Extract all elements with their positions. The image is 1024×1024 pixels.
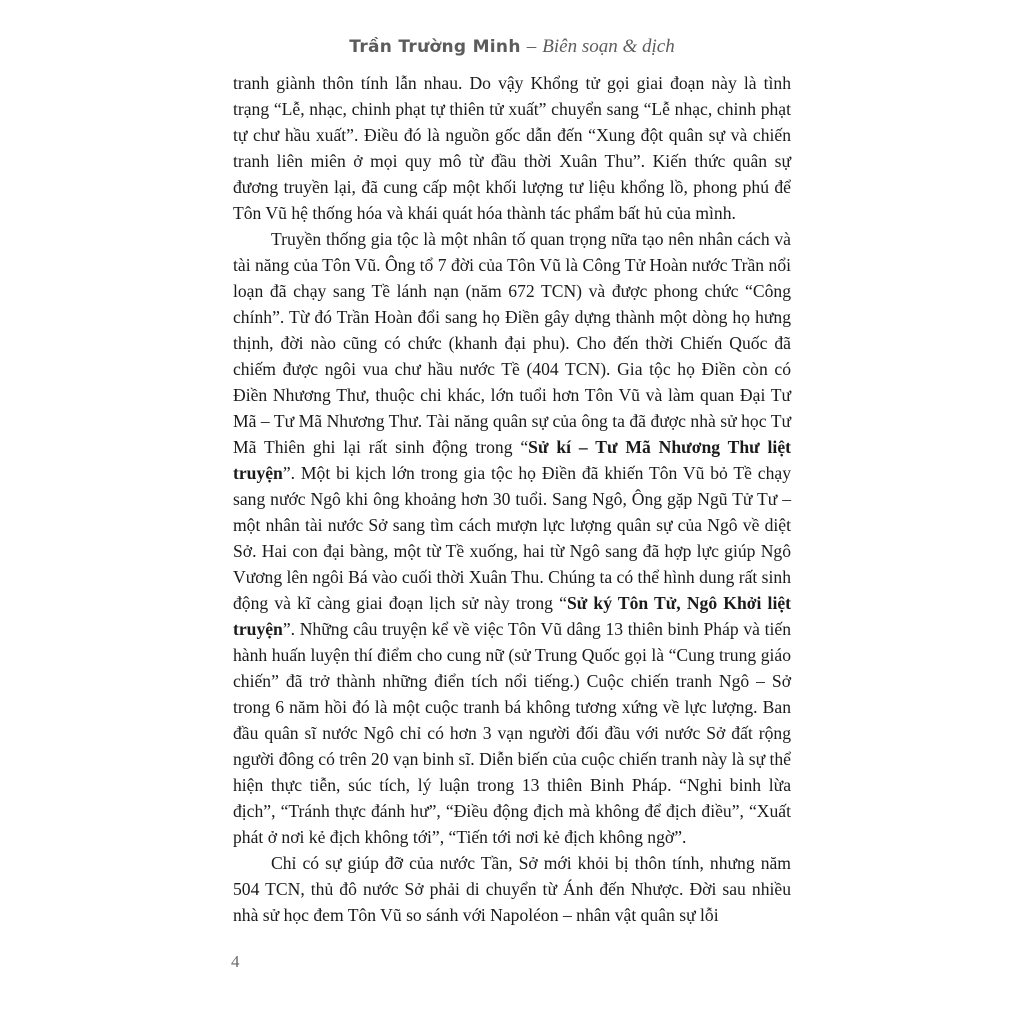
text-segment: ”. Một bi kịch lớn trong gia tộc họ Điền đã khiến Tôn Vũ bỏ Tề chạy sang nước Ngô khi ông khoảng hơn 30 tuổi. Sang Ngô, Ông gặp Ngũ Tử Tư – một nhân tài nước Sở sang tìm cách mượn lực lượng quân sự của Ngô về diệt Sở. Hai con đại bàng, một từ Tề xuống, hai từ Ngô sang đã hợp lực giúp Ngô Vương lên ngôi Bá vào cuối thời Xuân Thu. Chúng ta có thể hình dung rất sinh động và kĩ càng giai đoạn lịch sử này trong “	[233, 463, 792, 613]
paragraph-2	[233, 226, 791, 850]
text-segment: Chỉ có sự giúp đỡ của nước Tần, Sở mới khỏi bị thôn tính, nhưng năm 504 TCN, thủ đô nước Sở phải di chuyển từ Ánh đến Nhược. Đời sau nhiều nhà sử học đem Tôn Vũ so sánh với Napoléon – nhân vật quân sự lỗi	[233, 853, 791, 925]
book-title: Sử kí – Tư Mã Nhương Thư liệt truyện	[233, 437, 791, 483]
book-title: Sử ký Tôn Tử, Ngô Khởi liệt truyện	[233, 593, 792, 639]
header-author: Trần Trường Minh	[349, 37, 521, 57]
text-segment: tranh giành thôn tính lẫn nhau. Do vậy Khổng tử gọi giai đoạn này là tình trạng “Lễ, nhạc, chinh phạt tự thiên tử xuất” chuyển sang “Lễ nhạc, chinh phạt tự chư hầu xuất”. Điều đó là nguồn gốc dẫn đến “Xung đột quân sự và chiến tranh liên miên ở mọi quy mô từ đầu thời Xuân Thu”. Kiến thức quân sự đương truyền lại, đã cung cấp một khối lượng tư liệu khổng lồ, phong phú để Tôn Vũ hệ thống hóa và khái quát hóa thành tác phẩm bất hủ của mình.	[233, 73, 791, 223]
body-text	[233, 70, 791, 928]
paragraph-1	[233, 70, 791, 226]
running-header	[0, 34, 1024, 60]
header-role: Biên soạn & dịch	[542, 36, 675, 57]
text-segment: Truyền thống gia tộc là một nhân tố quan trọng nữa tạo nên nhân cách và tài năng của Tôn Vũ. Ông tổ 7 đời của Tôn Vũ là Công Tử Hoàn nước Trần nổi loạn đã chạy sang Tề lánh nạn (năm 672 TCN) và được phong chức “Công chính”. Từ đó Trần Hoàn đổi sang họ Điền gây dựng thành một dòng họ hưng thịnh, đời nào cũng có chức (khanh đại phu). Cho đến thời Chiến Quốc đã chiếm được ngôi vua chư hầu nước Tề (404 TCN). Gia tộc họ Điền còn có Điền Nhương Thư, thuộc chi khác, lớn tuổi hơn Tôn Vũ và làm quan Đại Tư Mã – Tư Mã Nhương Thư. Tài năng quân sự của ông ta đã được nhà sử học Tư Mã Thiên ghi lại rất sinh động trong “	[233, 229, 791, 457]
paragraph-3	[233, 850, 791, 928]
text-segment: ”. Những câu truyện kể về việc Tôn Vũ dâng 13 thiên binh Pháp và tiến hành huấn luyện thí điểm cho cung nữ (sử Trung Quốc gọi là “Cung trung giáo chiến” đã trở thành những điển tích nổi tiếng.) Cuộc chiến tranh Ngô – Sở trong 6 năm hồi đó là một cuộc tranh bá không tương xứng về lực lượng. Ban đầu quân sĩ nước Ngô chỉ có hơn 3 vạn người đối đầu với nước Sở đất rộng người đông có trên 20 vạn binh sĩ. Diễn biến của cuộc chiến tranh này là sự thể hiện thực tiễn, súc tích, lý luận trong 13 thiên Binh Pháp. “Nghi binh lừa địch”, “Tránh thực đánh hư”, “Điều động địch mà không để địch điều”, “Xuất phát ở nơi kẻ địch không tới”, “Tiến tới nơi kẻ địch không ngờ”.	[233, 619, 791, 847]
page-number: 4	[231, 952, 240, 971]
header-separator: –	[526, 36, 537, 57]
